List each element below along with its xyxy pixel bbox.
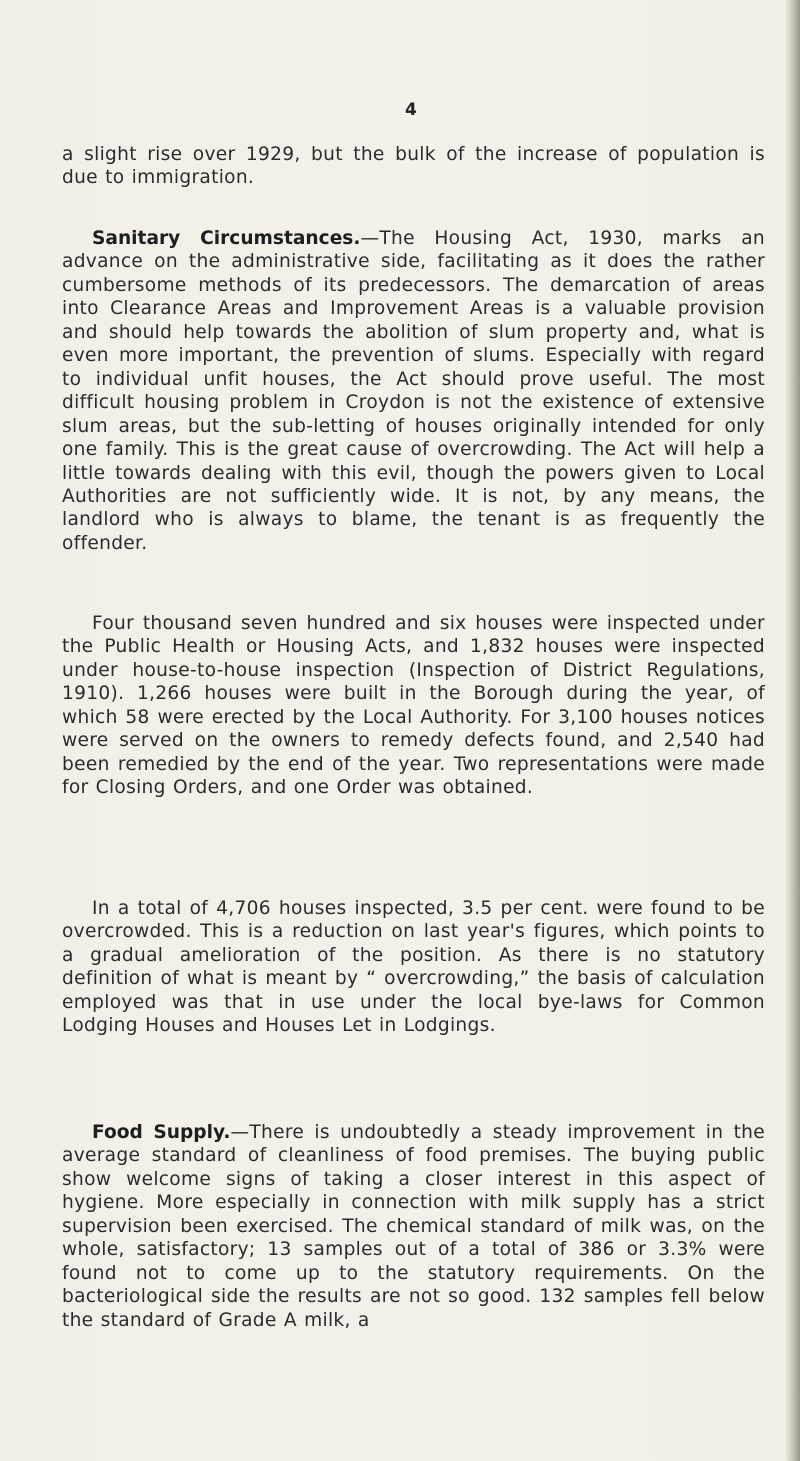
paragraph-text: In a total of 4,706 houses inspected, 3.5 per cent. were found to be overcrowded. This is a reduction on last year's figures, which points to a gradual amelioration of the position. As there is no statutory definition of what is meant by “ overcrowding,” the basis of calculation employed was that in use under the local bye-laws for Common Lodging Houses and Houses Let in Lodgings. — [62, 898, 765, 1037]
paragraph-text: —There is undoubtedly a steady improvement in the average standard of cleanliness of food premises. The buying public show welcome signs of taking a closer interest in this aspect of hygiene. More especially in connection with milk supply has a strict supervision been exercised. The chemical standard of milk was, on the whole, satisfactory; 13 samples out of a total of 386 or 3.3% were found not to come up to the statutory requirements. On the bacteriological side the results are not so good. 132 samples fell below the standard of Grade A milk, a — [62, 1122, 765, 1331]
paragraph-text: a slight rise over 1929, but the bulk of the increase of population is due to immigration. — [62, 144, 765, 189]
page-number: 4 — [405, 100, 417, 120]
paragraph-text: —The Housing Act, 1930, marks an advance on the administrative side, facilitating as it does the rather cumbersome methods of its predecessors. The demarcation of areas into Clearance Areas and Improvement Areas is a valuable provision and should help towards the abolition of slum property and, what is even more important, the prevention of slums. Especially with regard to individual unfit houses, the Act should prove useful. The most difficult housing problem in Croydon is not the existence of extensive slum areas, but the sub-letting of houses originally intended for only one family. This is the great cause of overcrowding. The Act will help a little towards dealing with this evil, though the powers given to Local Authorities are not sufficiently wide. It is not, by any means, the landlord who is always to blame, the tenant is as frequently the offender. — [62, 228, 765, 554]
page-edge-shadow — [786, 0, 800, 1461]
section-heading-food-supply: Food Supply. — [92, 1122, 231, 1143]
paragraph-sanitary-circumstances — [62, 227, 765, 555]
paragraph-text: Four thousand seven hundred and six houses were inspected under the Public Health or Housing Acts, and 1,832 houses were inspected under house-to-house inspection (Inspection of District Regulations, 1910). 1,266 houses were built in the Borough during the year, of which 58 were erected by the Local Authority. For 3,100 houses notices were served on the owners to remedy defects found, and 2,540 had been remedied by the end of the year. Two representations were made for Closing Orders, and one Order was obtained. — [62, 613, 765, 799]
paragraph-population-continuation — [62, 143, 765, 190]
paragraph-houses-inspected — [62, 612, 765, 800]
section-heading-sanitary-circumstances: Sanitary Circumstances. — [92, 228, 361, 249]
paragraph-food-supply — [62, 1121, 765, 1332]
paragraph-overcrowding — [62, 897, 765, 1038]
